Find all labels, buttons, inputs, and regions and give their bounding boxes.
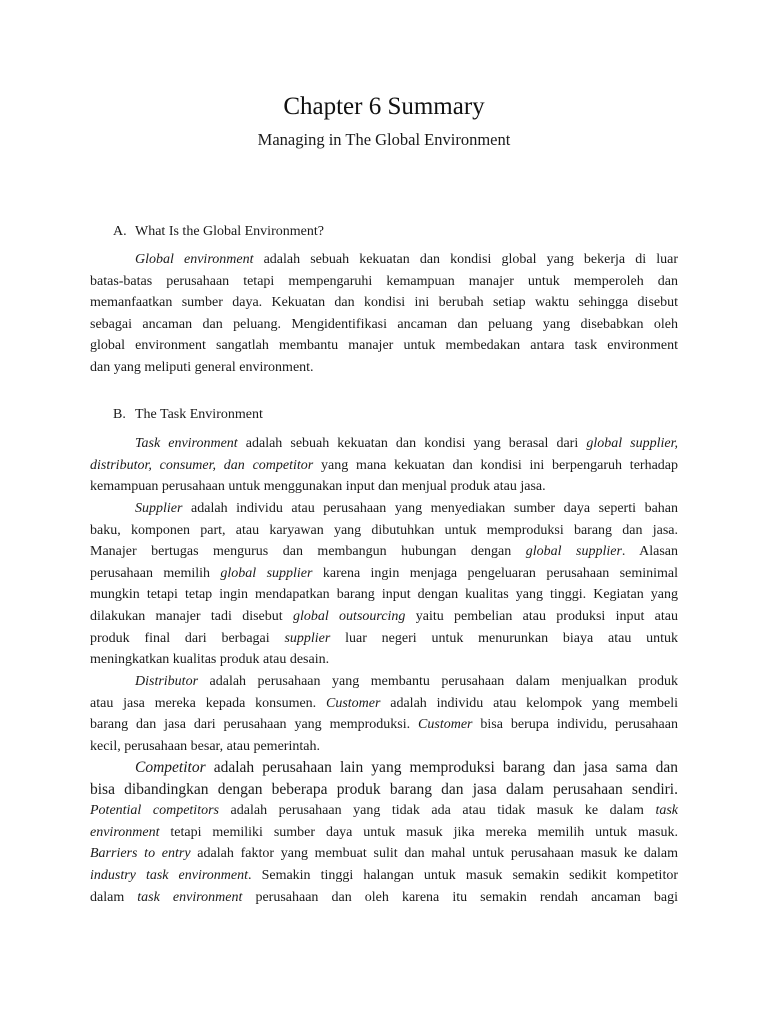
text-line	[90, 693, 678, 715]
page-subtitle: Managing in The Global Environment	[257, 130, 511, 149]
section-a-title: What Is the Global Environment?	[135, 224, 324, 239]
text-span: dilakukan manajer tadi disebut	[90, 608, 293, 624]
text-span: adalah perusahaan yang tidak ada atau tidak masuk ke dalam	[218, 803, 656, 819]
distributor-paragraph	[90, 671, 678, 757]
page-title: Chapter 6 Summary	[283, 93, 485, 120]
text-span: . Alasan	[621, 544, 678, 560]
text-line	[90, 822, 678, 844]
text-line	[90, 865, 678, 887]
text-line: baku, komponen part, atau karyawan yang dibutuhkan untuk memproduksi barang dan jasa.	[90, 522, 678, 538]
text-line: kemampuan perusahaan untuk menggunakan input dan menjual produk atau jasa.	[90, 479, 546, 495]
text-line	[90, 606, 678, 628]
text-span: adalah sebuah kekuatan dan kondisi global yang bekerja di luar	[253, 252, 678, 267]
text-span: atau jasa mereka kepada konsumen.	[90, 695, 326, 711]
text-line: global environment sangatlah membantu manajer untuk membedakan antara task environment	[90, 338, 678, 354]
text-span: perusahaan dan oleh karena itu semakin rendah ancaman bagi	[242, 889, 678, 905]
italic-term: global supplier,	[586, 436, 678, 451]
text-span: bisa berupa individu, perusahaan	[472, 717, 678, 733]
text-span: Manajer bertugas mengurus dan membangun hubungan dengan	[90, 544, 526, 560]
text-span: adalah perusahaan lain yang memproduksi barang dan jasa sama dan	[205, 759, 678, 776]
text-span: adalah sebuah kekuatan dan kondisi yang berasal dari	[237, 436, 587, 451]
italic-term: Potential competitors	[90, 803, 219, 819]
task-environment-paragraph	[90, 433, 678, 498]
text-line	[90, 671, 678, 693]
text-line: dan yang meliputi general environment.	[90, 359, 314, 375]
italic-term: task environment	[137, 889, 243, 905]
italic-term: Customer	[418, 717, 473, 733]
text-line	[90, 498, 678, 520]
italic-term: Barriers to entry	[90, 846, 191, 862]
text-line: bisa dibandingkan dengan beberapa produk barang dan jasa dalam perusahaan sendiri.	[90, 780, 678, 798]
italic-term: Competitor	[135, 759, 206, 776]
italic-term: task	[655, 803, 678, 819]
text-line	[90, 433, 678, 455]
italic-term: industry task environment	[90, 867, 249, 883]
text-line	[90, 800, 678, 822]
text-span: adalah individu atau kelompok yang membeli	[380, 695, 678, 711]
text-line: kecil, perusahaan besar, atau pemerintah.	[90, 738, 320, 754]
section-a-heading	[113, 222, 324, 242]
italic-term: Task environment	[135, 436, 238, 451]
text-line: batas-batas perusahaan tetapi mempengaruhi kemampuan manajer untuk memperoleh dan	[90, 273, 678, 289]
italic-term: Supplier	[135, 501, 183, 516]
italic-term: Distributor	[135, 674, 199, 689]
italic-term: global supplier	[525, 544, 622, 560]
text-span: perusahaan memilih	[90, 565, 221, 581]
section-a-paragraph	[90, 249, 678, 379]
text-span: adalah perusahaan yang membantu perusahaan dalam menjualkan produk	[198, 674, 678, 689]
text-line	[90, 887, 678, 909]
text-span: adalah individu atau perusahaan yang menyediakan sumber daya seperti bahan	[182, 501, 678, 516]
text-line	[90, 714, 678, 736]
italic-term: supplier	[284, 630, 331, 646]
section-a-marker: A.	[113, 224, 127, 239]
italic-term: Global environment	[135, 252, 254, 267]
italic-term: global supplier	[220, 565, 313, 581]
text-line: meningkatkan kualitas produk atau desain.	[90, 652, 330, 668]
text-line	[90, 455, 678, 477]
text-span: karena ingin menjaga pengeluaran perusahaan seminimal	[312, 565, 678, 581]
text-span: yang mana kekuatan dan kondisi ini berpengaruh terhadap	[313, 457, 679, 473]
text-span: luar negeri untuk menurunkan biaya atau untuk	[330, 630, 678, 646]
section-b-title: The Task Environment	[135, 407, 263, 422]
text-line: mungkin tetapi tetap ingin mendapatkan barang input dengan kualitas yang tinggi. Kegiatan yang	[90, 587, 678, 603]
text-span: dalam	[90, 889, 138, 905]
text-span: produk final dari berbagai	[90, 630, 285, 646]
section-b-heading	[113, 405, 263, 425]
text-line	[90, 843, 678, 865]
text-line	[90, 628, 678, 650]
italic-term: Customer	[326, 695, 381, 711]
section-b-marker: B.	[113, 407, 126, 422]
text-span: tetapi memiliki sumber daya untuk masuk jika mereka memilih untuk masuk.	[159, 824, 678, 840]
text-span: barang dan jasa dari perusahaan yang memproduksi.	[90, 717, 419, 733]
text-line	[90, 249, 678, 271]
text-span: yaitu pembelian atau produksi input atau	[405, 608, 679, 624]
supplier-paragraph	[90, 498, 678, 671]
text-span: . Semakin tinggi halangan untuk masuk semakin sedikit kompetitor	[248, 867, 678, 883]
italic-term: global outsourcing	[292, 608, 406, 624]
text-line: memanfaatkan sumber daya. Kekuatan dan kondisi ini berubah setiap waktu sehingga disebut	[90, 295, 678, 311]
text-line	[90, 563, 678, 585]
competitor-paragraph	[90, 757, 678, 908]
text-line	[90, 757, 678, 779]
text-span: adalah faktor yang membuat sulit dan mahal untuk perusahaan masuk ke dalam	[190, 846, 678, 862]
italic-term: distributor, consumer, dan competitor	[90, 457, 314, 473]
italic-term: environment	[90, 824, 160, 840]
text-line: sebagai ancaman dan peluang. Mengidentifikasi ancaman dan peluang yang disebabkan oleh	[90, 316, 678, 332]
text-line	[90, 541, 678, 563]
